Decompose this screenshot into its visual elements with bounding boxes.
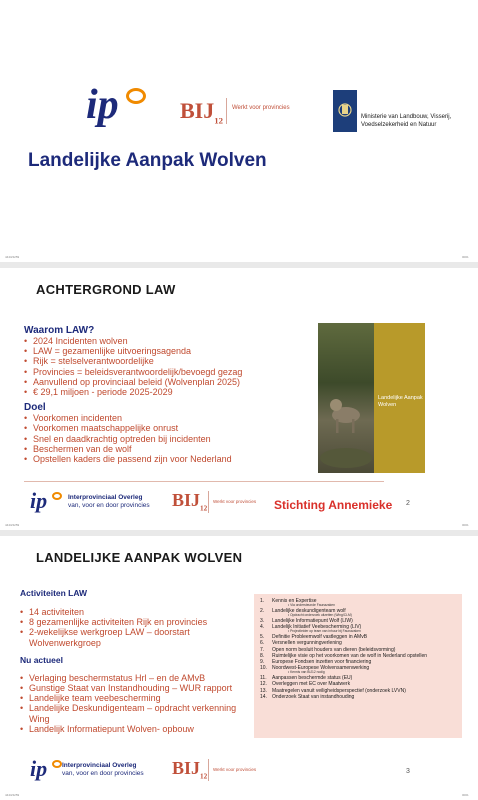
page-label-right: 0001 bbox=[462, 255, 469, 259]
activity-number: 8. bbox=[260, 652, 265, 659]
activity-subitem: • Via ondersteunde Faunazaken bbox=[288, 603, 335, 608]
activity-number: 5. bbox=[260, 634, 265, 641]
current-heading: Nu actueel bbox=[20, 654, 63, 665]
activity-text: Aanpassen beschermde status (EU) bbox=[272, 675, 353, 682]
activity-number: 3. bbox=[260, 618, 265, 624]
bij12-tagline: Werkt voor provincies bbox=[232, 105, 290, 111]
list-item: • Snel en daadkrachtig optreden bij incidenten bbox=[24, 434, 314, 444]
slide-2 bbox=[0, 268, 478, 530]
list-item: • € 29,1 miljoen - periode 2025-2029 bbox=[24, 387, 314, 397]
current-list bbox=[20, 673, 248, 734]
footer-bij12-logo: $BIJ_{12}$ bbox=[172, 490, 208, 513]
report-cover bbox=[318, 323, 425, 473]
activity-text: Europese Fondsen inzetten voor financiering bbox=[272, 659, 372, 666]
activity-text: Definitie Probleemwolf vastleggen in AMvB bbox=[272, 634, 368, 641]
ministry-name: Ministerie van Landbouw, Visserij, Voedselzekerheid en Natuur bbox=[361, 114, 452, 128]
wolf-icon bbox=[318, 323, 374, 473]
list-item: • Opstellen kaders die passend zijn voor Nederland bbox=[24, 454, 314, 464]
activities-box bbox=[254, 594, 462, 738]
ipo-logo-ring bbox=[126, 88, 146, 104]
activity-number: 12. bbox=[260, 681, 267, 688]
list-item: • 2-wekelijkse werkgroep LAW – doorstart Wolvenwerkgroep bbox=[20, 627, 248, 647]
page-label-right: 0001 bbox=[462, 523, 469, 527]
list-item: • Voorkomen incidenten bbox=[24, 413, 314, 423]
footer-ipo-ring bbox=[52, 492, 62, 500]
activity-text: Landelijk Initiatief Veebescherming (LIV) bbox=[272, 624, 362, 631]
footer-ipo-ring bbox=[52, 760, 62, 768]
list-item: • Rijk = stelselverantwoordelijke bbox=[24, 356, 314, 366]
bij12-logo: $BIJ_{12}$ bbox=[180, 98, 224, 126]
goal-list bbox=[24, 413, 314, 464]
footer-bij12-tagline: Werkt voor provincies bbox=[213, 499, 257, 504]
activity-number: 14. bbox=[260, 693, 267, 700]
activities-heading: Activiteiten LAW bbox=[20, 588, 88, 598]
activity-text: Noordwest-Europese Wolvensamenwerking bbox=[272, 665, 370, 672]
activity-number: 4. bbox=[260, 624, 265, 631]
page-number: 3 bbox=[406, 768, 410, 775]
list-item: • 8 gezamenlijke activiteiten Rijk en provincies bbox=[20, 617, 248, 627]
list-item: • Verlaging beschermstatus Hrl – en de AMvB bbox=[20, 673, 248, 683]
footer-logo-divider bbox=[208, 759, 209, 781]
activity-text: Kennis en Expertise bbox=[272, 598, 317, 604]
stichting-annemieke-logo: Stichting Annemieke bbox=[274, 498, 393, 512]
activity-number: 11. bbox=[260, 675, 267, 682]
activity-text: Versnellen vergunningverlening bbox=[272, 640, 342, 647]
activity-number: 9. bbox=[260, 659, 265, 666]
ministry-crest-icon bbox=[333, 90, 357, 132]
why-section bbox=[24, 325, 314, 464]
slide-3 bbox=[0, 536, 478, 800]
list-item: • Aanvullend op provinciaal beleid (Wolvenplan 2025) bbox=[24, 377, 314, 387]
footer-ipo-text: Interprovinciaal Overleg van, voor en door provincies bbox=[68, 494, 150, 509]
footer-rule bbox=[24, 481, 384, 482]
footer-ipo-logo: ip bbox=[30, 756, 48, 781]
footer-bij12-logo: $BIJ_{12}$ bbox=[172, 758, 208, 781]
activity-number: 13. bbox=[260, 687, 267, 694]
slide-title: LANDELIJKE AANPAK WOLVEN bbox=[36, 550, 243, 565]
activity-subitem: • Projectleider op team van inhuur bij Faunazaken bbox=[288, 629, 361, 634]
why-heading: Waarom LAW? bbox=[24, 325, 95, 336]
list-item: • 2024 Incidenten wolven bbox=[24, 336, 314, 346]
list-item: • Provincies = beleidsverantwoordelijk/bevoegd gezag bbox=[24, 367, 314, 377]
activity-number: 7. bbox=[260, 646, 265, 653]
activities-summary-list bbox=[20, 607, 248, 648]
slide-1 bbox=[0, 0, 478, 262]
activity-number: 6. bbox=[260, 640, 265, 647]
activity-item bbox=[260, 665, 456, 675]
list-item: • Landelijke Deskundigenteam – opdracht verkenning Wing bbox=[20, 703, 248, 723]
footer-bij12-tagline: Werkt voor provincies bbox=[213, 767, 257, 772]
list-item: • Landelijk Informatiepunt Wolven- opbouw bbox=[20, 724, 248, 734]
activity-text: Maatregelen vanuit veiligheidsperspectief (onderzoek LVVN) bbox=[272, 687, 406, 694]
logo-divider bbox=[226, 98, 227, 124]
list-item: • Voorkomen maatschappelijke onrust bbox=[24, 423, 314, 433]
goal-heading: Doel bbox=[24, 402, 46, 414]
why-list bbox=[24, 336, 314, 397]
activities-list bbox=[260, 598, 456, 700]
page-number: 2 bbox=[406, 500, 410, 507]
ipo-logo: ip bbox=[86, 82, 119, 128]
activity-text: Overleggen met EC over Maatwerk bbox=[272, 681, 351, 688]
list-item: • Gunstige Staat van Instandhouding – WUR rapport bbox=[20, 683, 248, 693]
footer-ipo-logo: ip bbox=[30, 488, 48, 513]
presentation-title: Landelijke Aanpak Wolven bbox=[28, 150, 267, 171]
activity-text: Landelijke Informatiepunt Wolf (LIW) bbox=[272, 618, 353, 624]
page-label-left: 4443/4259 bbox=[5, 255, 20, 259]
activity-item bbox=[260, 598, 456, 608]
activity-text: Onderzoek Staat van instandhouding bbox=[272, 693, 355, 700]
activity-number: 10. bbox=[260, 665, 267, 672]
list-item: • LAW = gezamenlijke uitvoeringsagenda bbox=[24, 346, 314, 356]
list-item: • 14 activiteiten bbox=[20, 607, 248, 617]
activity-item bbox=[260, 608, 456, 618]
activity-text: Open norm besluit houders van dieren (beleidsvorming) bbox=[272, 646, 396, 653]
footer-logo-divider bbox=[208, 491, 209, 513]
page-label-left: 4443/4259 bbox=[5, 523, 20, 527]
activity-number: 2. bbox=[260, 608, 265, 614]
page-label-left: 4443/4259 bbox=[5, 793, 20, 797]
cover-title: Landelijke Aanpak Wolven bbox=[378, 395, 423, 408]
activity-subitem: • Opdracht onderzoek uitzetten (Wing/CLM) bbox=[288, 613, 352, 618]
slide-title: ACHTERGROND LAW bbox=[36, 282, 176, 297]
activity-item bbox=[260, 694, 456, 700]
wolf-photo bbox=[318, 323, 374, 473]
page-label-right: 0001 bbox=[462, 793, 469, 797]
activity-text: Landelijke deskundigenteam wolf bbox=[272, 608, 346, 614]
footer-ipo-text: Interprovinciaal Overleg van, voor en door provincies bbox=[62, 762, 144, 777]
activities-section bbox=[20, 588, 248, 734]
activity-number: 1. bbox=[260, 598, 265, 604]
activity-item bbox=[260, 624, 456, 634]
list-item: • Landelijke team veebescherming bbox=[20, 693, 248, 703]
list-item: • Beschermen van de wolf bbox=[24, 444, 314, 454]
activity-text: Ruimtelijke visie op het voorkomen van de wolf in Nederland opstellen bbox=[272, 652, 428, 659]
activity-subitem: • Kennis van BIJ12 nodig bbox=[288, 670, 325, 675]
cover-band bbox=[374, 323, 425, 473]
